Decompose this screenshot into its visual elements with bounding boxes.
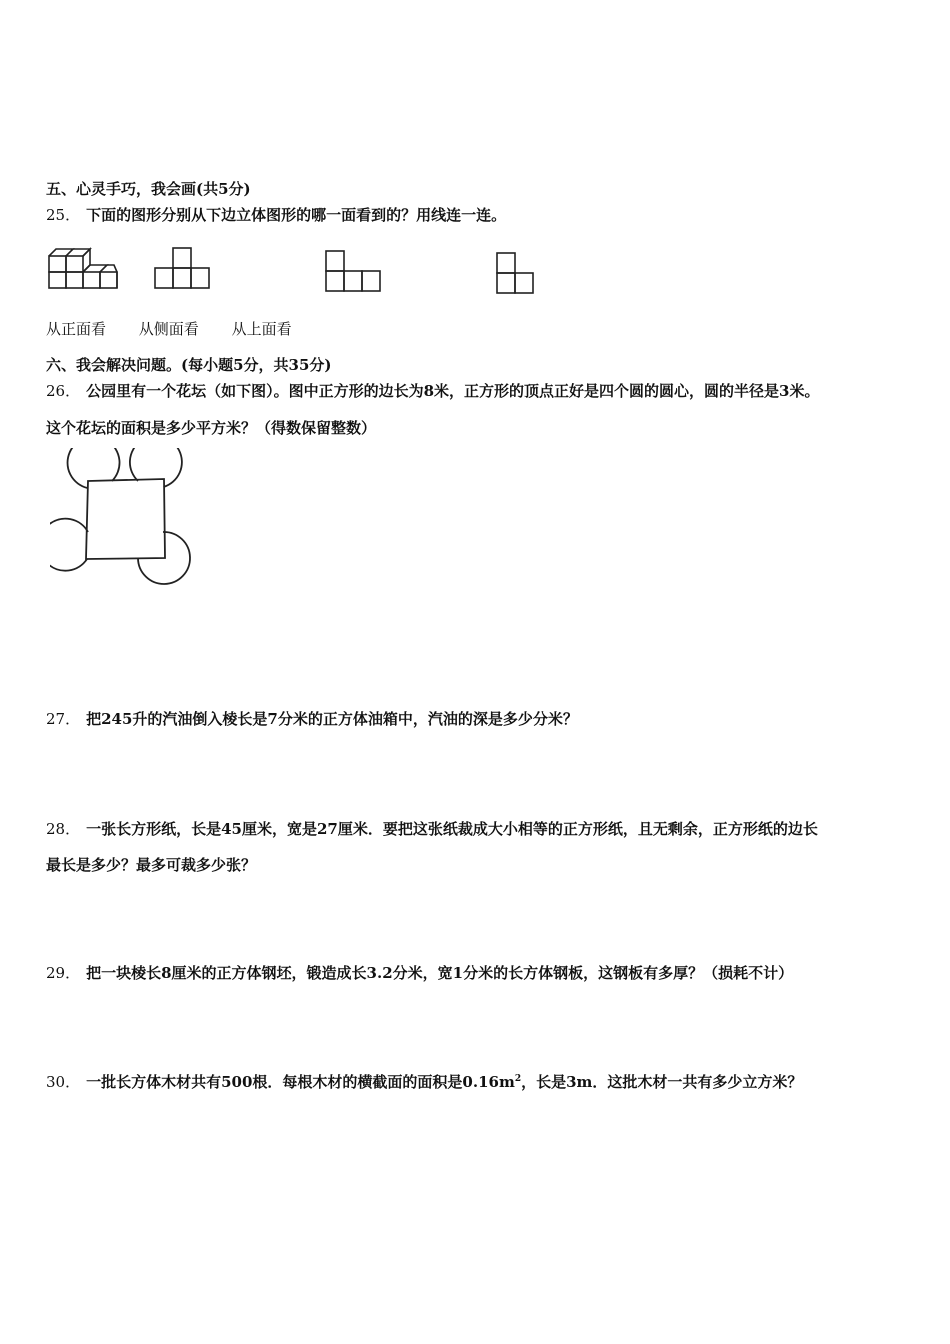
cube-solid-figure: [46, 240, 120, 292]
view-shape-1: [154, 245, 212, 291]
question-number: 28．: [46, 820, 81, 838]
question-26: [46, 380, 819, 401]
view-shape-3: [494, 250, 536, 296]
question-text-a: 一批长方体木材共有500根．每根木材的横截面的面积是0.16m: [86, 1073, 515, 1091]
question-26-continued: 这个花坛的面积是多少平方米？（得数保留整数）: [46, 419, 377, 437]
view-label-front: 从正面看: [46, 320, 107, 338]
question-29: [46, 962, 793, 983]
question-number: 26．: [46, 382, 81, 400]
section5-title: 五、心灵手巧，我会画(共5分): [46, 180, 251, 198]
question-28: [46, 818, 818, 839]
question-25: [46, 204, 506, 225]
section6-title: 六、我会解决问题。(每小题5分，共35分): [46, 356, 332, 374]
question-27: [46, 708, 578, 729]
view-labels: [46, 318, 320, 339]
question-text: 公园里有一个花坛（如下图）。图中正方形的边长为8米，正方形的顶点正好是四个圆的圆心，圆的半径是3米。: [86, 382, 820, 400]
question-text: 一张长方形纸，长是45厘米，宽是27厘米．要把这张纸裁成大小相等的正方形纸，且无剩余，正方形纸的边长: [86, 820, 818, 838]
question-28-continued: 最长是多少？最多可裁多少张？: [46, 856, 257, 874]
view-shape-2: [324, 248, 382, 294]
question-text-b: ，长是3m．这批木材一共有多少立方米？: [521, 1073, 803, 1091]
question-text: 把245升的汽油倒入棱长是7分米的正方体油箱中，汽油的深是多少分米？: [86, 710, 578, 728]
question-30: [46, 1071, 802, 1092]
question-text: 下面的图形分别从下边立体图形的哪一面看到的？用线连一连。: [86, 206, 507, 224]
question-text: 把一块棱长8厘米的正方体钢坯，锻造成长3.2分米，宽1分米的长方体钢板，这钢板有多厚？（损耗不计）: [86, 964, 794, 982]
view-label-side: 从侧面看: [138, 320, 199, 338]
question-number: 29．: [46, 964, 81, 982]
view-label-top: 从上面看: [231, 320, 292, 338]
question-number: 25．: [46, 206, 81, 224]
question-number: 30．: [46, 1073, 81, 1091]
flower-bed-figure: [50, 448, 200, 598]
superscript: 2: [514, 1074, 522, 1084]
question-number: 27．: [46, 710, 81, 728]
